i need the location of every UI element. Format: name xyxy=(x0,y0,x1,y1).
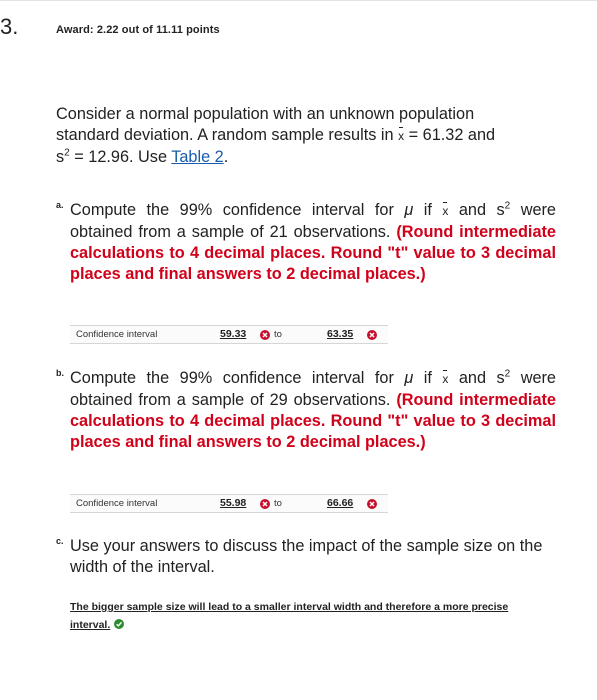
part-b xyxy=(56,368,556,453)
answer-row-b xyxy=(70,494,388,513)
question-intro: Consider a normal population with an unknown population standard deviation. A random sample results in x = 61.32 and $s^2 = 12.96$. Use Table 2. xyxy=(56,105,496,166)
x-bar-symbol: x xyxy=(398,126,404,147)
x-bar-symbol: x xyxy=(442,369,448,390)
part-b-text: Compute the 99% confidence interval for μ if x and $s^2$ were obtained from a sample of 29 observations. (Round intermediate calculations to 4 decimal places. Round "t" value to 3 decimal places and final answers to 2 decimal places.) xyxy=(70,368,556,451)
upper-bound-value: 66.66 xyxy=(327,497,354,509)
lower-bound-value: 55.98 xyxy=(220,497,247,509)
upper-bound-value: 63.35 xyxy=(327,328,354,340)
answer-label: Confidence interval xyxy=(76,329,158,340)
incorrect-icon xyxy=(367,330,377,340)
to-separator: to xyxy=(274,498,282,509)
part-c-text: Use your answers to discuss the impact of the sample size on the width of the interval. xyxy=(70,537,543,576)
table-2-link[interactable]: Table 2 xyxy=(171,148,224,166)
question-number: 3. xyxy=(0,14,19,39)
lower-bound-value: 59.33 xyxy=(220,328,247,340)
x-bar-symbol: x xyxy=(442,201,448,222)
top-divider xyxy=(0,0,597,1)
part-label: c. xyxy=(56,536,64,546)
incorrect-icon xyxy=(260,499,270,509)
incorrect-icon xyxy=(260,330,270,340)
part-label: b. xyxy=(56,368,64,378)
part-c-answer: The bigger sample size will lead to a smaller interval width and therefore a more precise interval. xyxy=(70,598,540,635)
part-label: a. xyxy=(56,200,64,210)
to-separator: to xyxy=(274,329,282,340)
correct-icon xyxy=(114,617,124,635)
incorrect-icon xyxy=(367,499,377,509)
part-c xyxy=(56,536,556,578)
part-a xyxy=(56,200,556,285)
award-score: Award: 2.22 out of 11.11 points xyxy=(56,24,220,36)
answer-label: Confidence interval xyxy=(76,498,158,509)
rounding-instruction: (Round intermediate calculations to 4 decimal places. Round "t" value to 3 decimal places and final answers to 2 decimal places.) xyxy=(70,391,556,451)
answer-row-a xyxy=(70,325,388,344)
rounding-instruction: (Round intermediate calculations to 4 decimal places. Round "t" value to 3 decimal places and final answers to 2 decimal places.) xyxy=(70,223,556,283)
part-a-text: Compute the 99% confidence interval for μ if x and $s^2$ were obtained from a sample of 21 observations. (Round intermediate calculations to 4 decimal places. Round "t" value to 3 decimal places and final answers to 2 decimal places.) xyxy=(70,200,556,283)
